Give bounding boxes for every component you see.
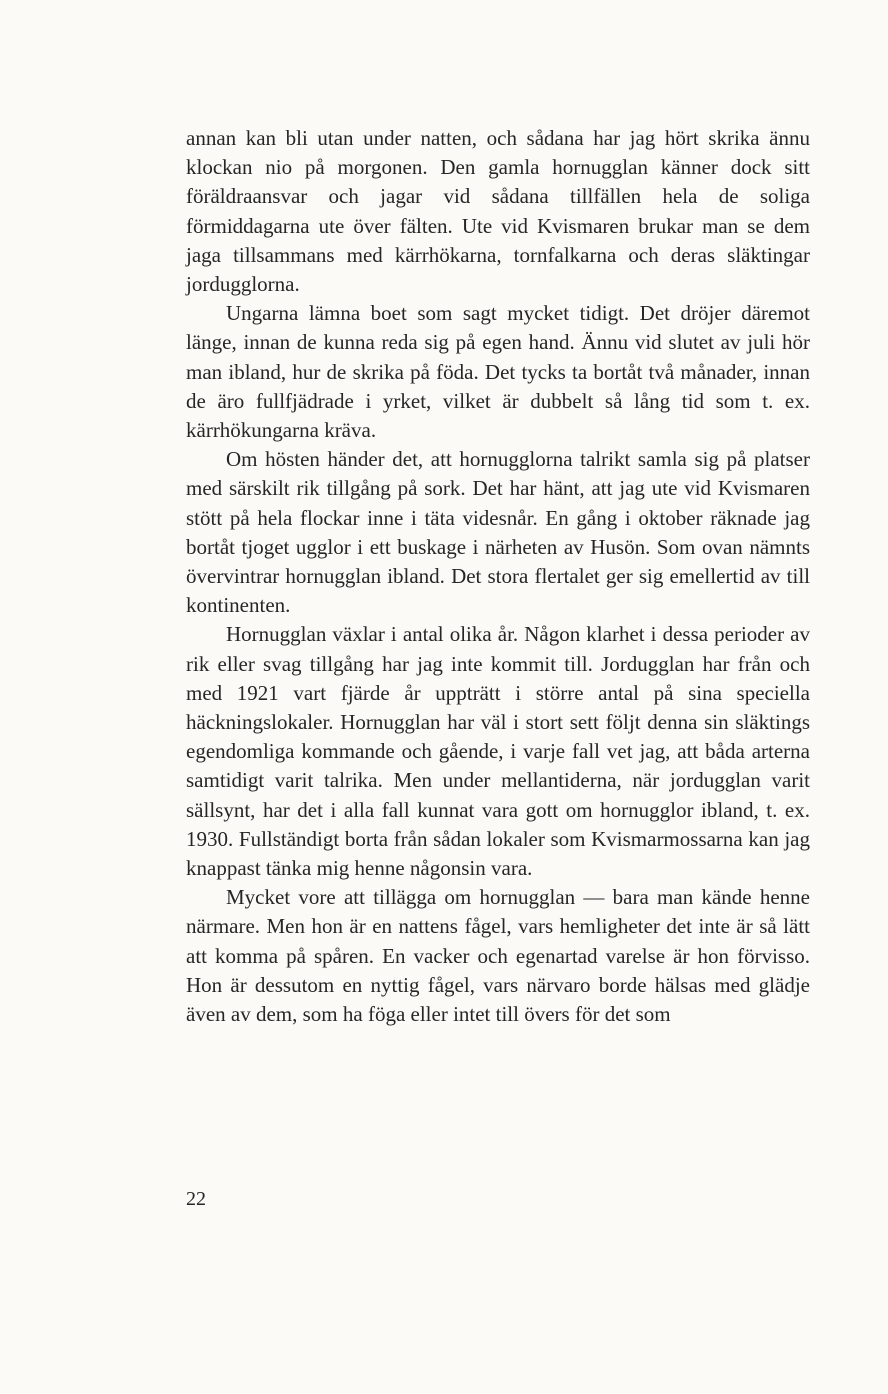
paragraph-1: annan kan bli utan under natten, och sådana har jag hört skrika ännu klockan nio på morgonen. Den gamla hornugglan känner dock sitt föräldraansvar och jagar vid sådana tillfällen hela de soliga förmiddagarna ute över fälten. Ute vid Kvismaren brukar man se dem jaga tillsammans med kärrhökarna, tornfalkarna och deras släktingar jordugglorna. [186,126,810,297]
paragraph-3: Om hösten händer det, att hornugglorna talrikt samla sig på platser med särskilt rik tillgång på sork. Det har hänt, att jag ute vid Kvismaren stött på hela flockar inne i täta videsnår. En gång i oktober räknade jag bortåt tjoget ugglor i ett buskage i närheten av Husön. Som ovan nämnts övervintrar hornugglan ibland. Det stora flertalet ger sig emellertid av till kontinenten. [186,447,810,618]
paragraph-4: Hornugglan växlar i antal olika år. Någon klarhet i dessa perioder av rik eller svag tillgång har jag inte kommit till. Jordugglan har från och med 1921 vart fjärde år uppträtt i större antal på sina speciella häckningslokaler. Hornugglan har väl i stort sett följt denna sin släktings egendomliga kommande och gående, i varje fall vet jag, att båda arterna samtidigt varit talrika. Men under mellantiderna, när jordugglan varit sällsynt, har det i alla fall kunnat vara gott om hornugglor ibland, t. ex. 1930. Fullständigt borta från sådan lokaler som Kvismarmossarna kan jag knappast tänka mig henne någonsin vara. [186,622,810,881]
paragraph-5: Mycket vore att tillägga om hornugglan — bara man kände henne närmare. Men hon är en nattens fågel, vars hemligheter det inte är så lätt att komma på spåren. En vacker och egenartad varelse är hon förvisso. Hon är dessutom en nyttig fågel, vars närvaro borde hälsas med glädje även av dem, som ha föga eller intet till övers för det som [186,885,810,1027]
page-number: 22 [186,1188,206,1210]
paragraph-2: Ungarna lämna boet som sagt mycket tidigt. Det dröjer däremot länge, innan de kunna reda sig på egen hand. Ännu vid slutet av juli hör man ibland, hur de skrika på föda. Det tycks ta bortåt två månader, innan de äro fullfjädrade i yrket, vilket är dubbelt så lång tid som t. ex. kärrhökungarna kräva. [186,301,810,443]
body-text [186,124,810,1029]
